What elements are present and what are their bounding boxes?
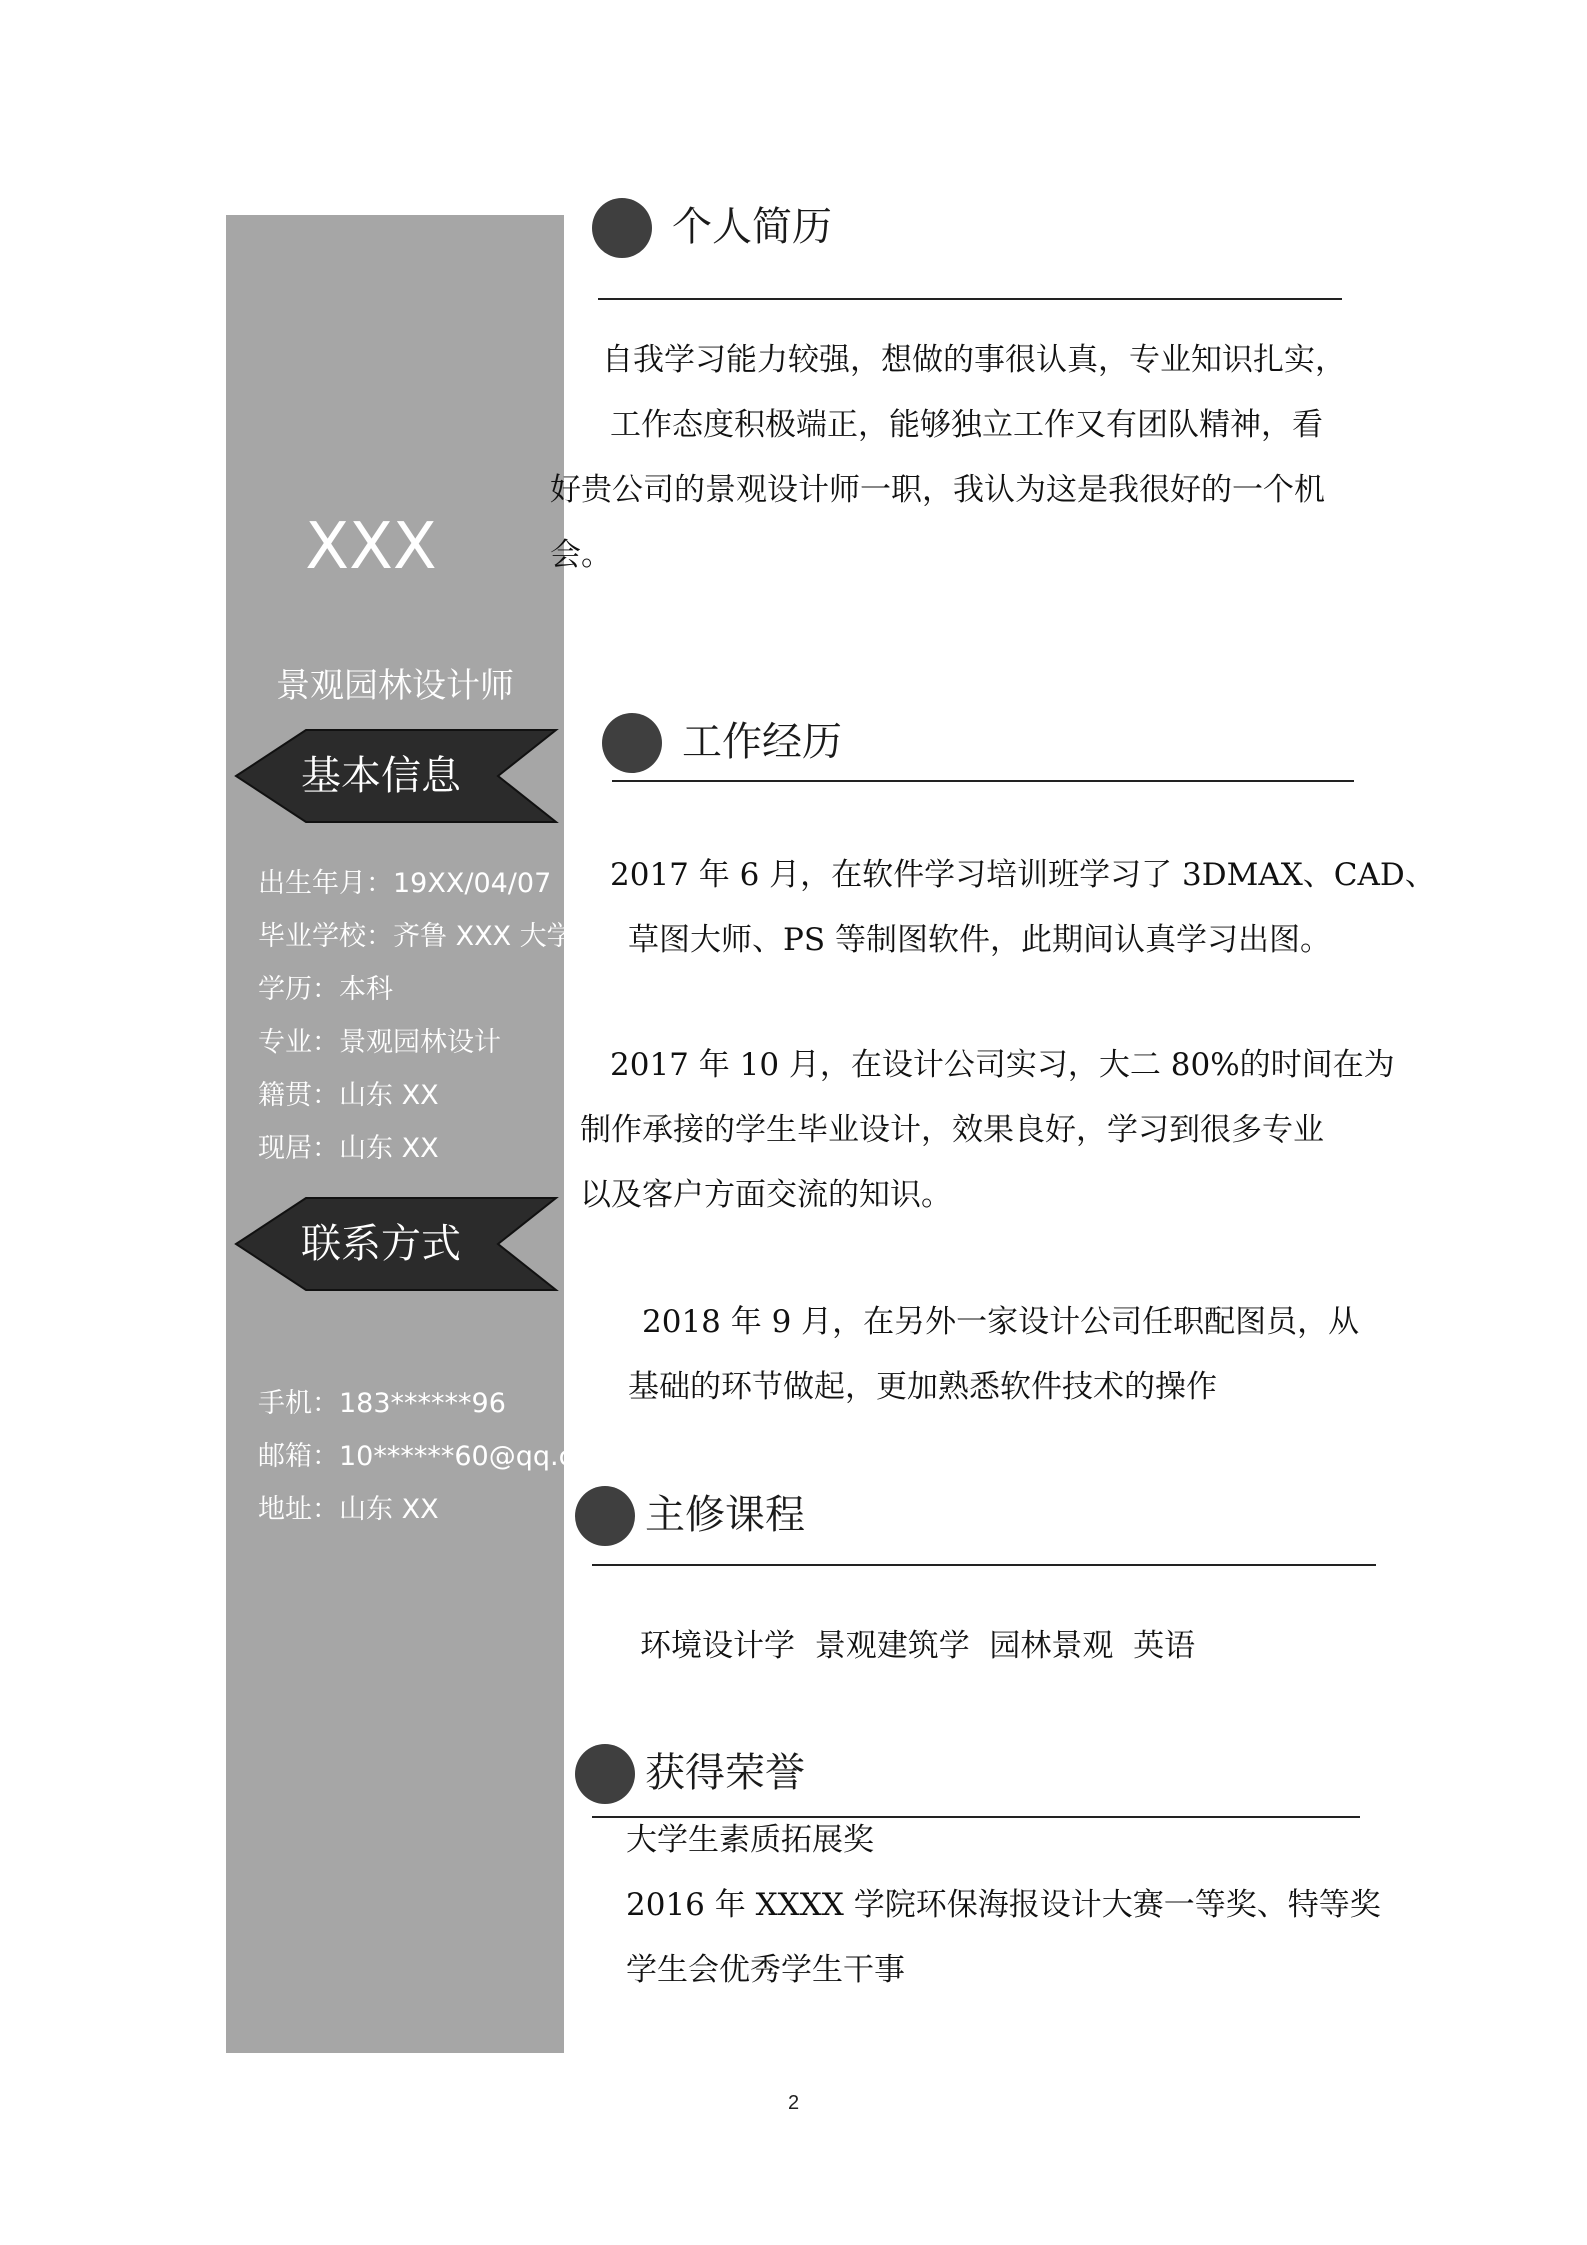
work-heading: 工作经历	[682, 719, 842, 765]
contact-heading: 联系方式	[301, 1221, 461, 1267]
bullet-dot-icon	[575, 1744, 635, 1804]
contact-address: 地址：山东 XX	[258, 1494, 439, 1525]
resume-line: 工作态度积极端正，能够独立工作又有团队精神，看	[610, 407, 1323, 443]
work-entry	[580, 1033, 1395, 1228]
section-divider	[592, 1564, 1376, 1566]
resume-line: 会。	[550, 537, 612, 573]
info-degree: 学历：本科	[258, 974, 393, 1005]
section-divider	[598, 298, 1342, 300]
resume-header	[592, 192, 992, 272]
job-title: 景观园林设计师	[276, 666, 514, 706]
resume-line: 自我学习能力较强，想做的事很认真，专业知识扎实，	[602, 342, 1346, 378]
resume-text	[550, 328, 1350, 588]
work-line: 草图大师、PS 等制图软件，此期间认真学习出图。	[628, 922, 1331, 958]
page-number: 2	[787, 2092, 800, 2114]
basic-info-list	[258, 857, 574, 1175]
work-line: 2018 年 9 月，在另外一家设计公司任职配图员，从	[642, 1304, 1360, 1340]
info-birth: 出生年月：19XX/04/07	[258, 868, 552, 899]
honors-list	[626, 1808, 1381, 2003]
basic-info-heading: 基本信息	[301, 753, 461, 799]
bullet-dot-icon	[592, 198, 652, 258]
honor-item: 2016 年 XXXX 学院环保海报设计大赛一等奖、特等奖	[626, 1887, 1381, 1923]
honors-heading: 获得荣誉	[645, 1750, 805, 1796]
contact-email: 邮箱：10******60@qq.com	[258, 1441, 617, 1472]
info-major: 专业：景观园林设计	[258, 1027, 501, 1058]
honor-item: 学生会优秀学生干事	[626, 1952, 905, 1988]
contact-phone: 手机：183******96	[258, 1388, 506, 1419]
work-entry	[580, 843, 1436, 973]
courses-text: 环境设计学 景观建筑学 园林景观 英语	[640, 1628, 1196, 1664]
info-residence: 现居：山东 XX	[258, 1133, 439, 1164]
honors-header	[575, 1738, 975, 1818]
bullet-dot-icon	[602, 713, 662, 773]
courses-header	[575, 1480, 975, 1560]
candidate-name: XXX	[305, 510, 437, 584]
resume-heading: 个人简历	[672, 204, 832, 250]
work-line: 制作承接的学生毕业设计，效果良好，学习到很多专业	[580, 1112, 1324, 1148]
contact-list	[258, 1377, 617, 1536]
bullet-dot-icon	[575, 1486, 635, 1546]
work-header	[602, 707, 1002, 787]
section-divider	[612, 780, 1354, 782]
work-line: 以及客户方面交流的知识。	[580, 1177, 952, 1213]
resume-line: 好贵公司的景观设计师一职，我认为这是我很好的一个机	[550, 472, 1325, 508]
contact-ribbon	[236, 1198, 556, 1290]
info-hometown: 籍贯：山东 XX	[258, 1080, 439, 1111]
work-line: 2017 年 10 月，在设计公司实习，大二 80%的时间在为	[610, 1047, 1395, 1083]
work-line: 基础的环节做起，更加熟悉软件技术的操作	[628, 1369, 1217, 1405]
work-entry	[580, 1290, 1360, 1420]
honor-item: 大学生素质拓展奖	[626, 1822, 874, 1858]
info-school: 毕业学校：齐鲁 XXX 大学	[258, 921, 574, 952]
courses-heading: 主修课程	[645, 1492, 805, 1538]
basic-info-ribbon	[236, 730, 556, 822]
work-line: 2017 年 6 月，在软件学习培训班学习了 3DMAX、CAD、	[610, 857, 1436, 893]
